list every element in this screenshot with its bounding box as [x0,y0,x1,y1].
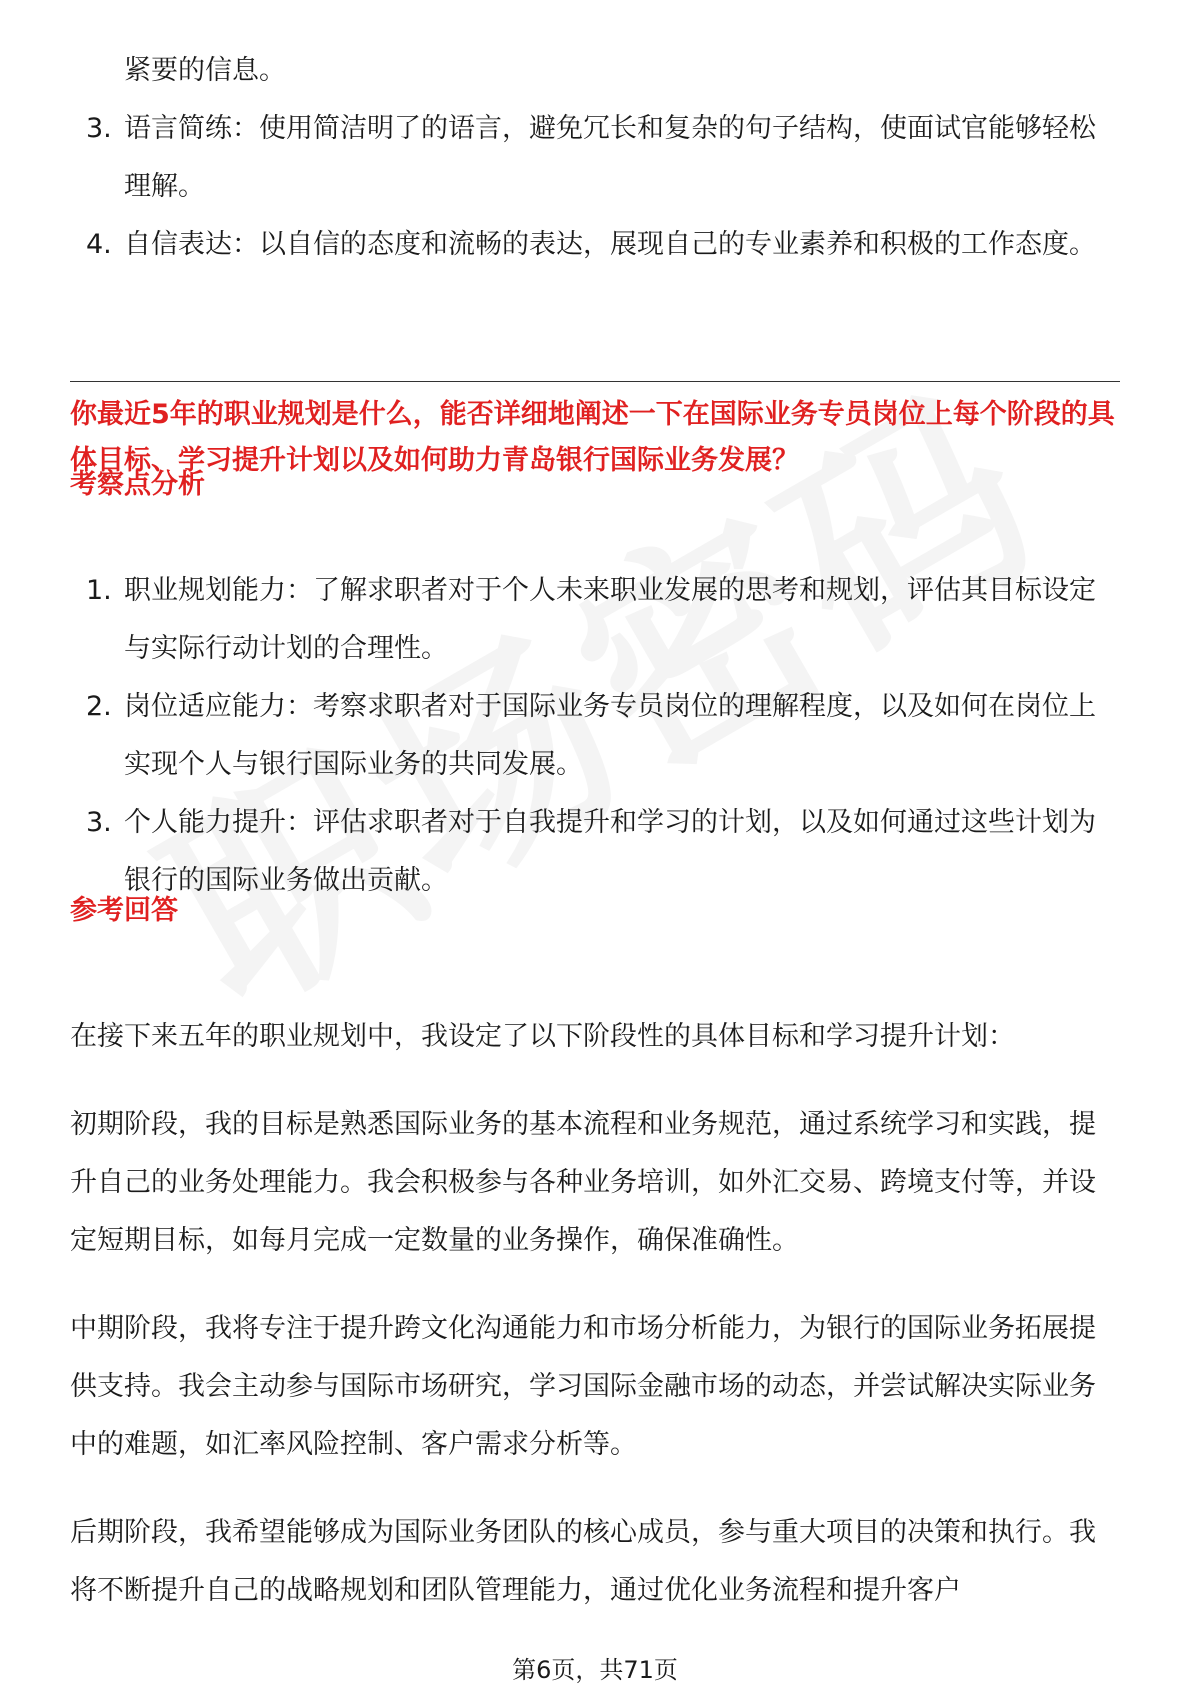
list-item [70,678,1120,794]
analysis-list [70,562,1120,910]
list-text: 职业规划能力：了解求职者对于个人未来职业发展的思考和规划，评估其目标设定与实际行动计划的合理性。 [124,575,1096,664]
answer-paragraph: 后期阶段，我希望能够成为国际业务团队的核心成员，参与重大项目的决策和执行。我将不断提升自己的战略规划和团队管理能力，通过优化业务流程和提升客户 [70,1517,1096,1606]
list-item [70,100,1120,216]
section-divider [70,381,1120,382]
answer-paragraph: 中期阶段，我将专注于提升跨文化沟通能力和市场分析能力，为银行的国际业务拓展提供支持。我会主动参与国际市场研究，学习国际金融市场的动态，并尝试解决实际业务中的难题，如汇率风险控制、客户需求分析等。 [70,1313,1096,1460]
answer-title: 参考回答 [70,895,178,926]
list-text: 岗位适应能力：考察求职者对于国际业务专员岗位的理解程度，以及如何在岗位上实现个人与银行国际业务的共同发展。 [124,691,1096,780]
list-number: 2. [86,691,112,722]
list-number: 3. [86,113,112,144]
list-number: 4. [86,229,112,260]
list-item [70,794,1120,910]
answer-paragraph: 初期阶段，我的目标是熟悉国际业务的基本流程和业务规范，通过系统学习和实践，提升自己的业务处理能力。我会积极参与各种业务培训，如外汇交易、跨境支付等，并设定短期目标，如每月完成一定数量的业务操作，确保准确性。 [70,1109,1096,1256]
page-footer: 第6页，共71页 [512,1656,678,1684]
previous-list [70,100,1120,274]
list-item [70,216,1120,274]
list-text: 语言简练：使用简洁明了的语言，避免冗长和复杂的句子结构，使面试官能够轻松理解。 [124,113,1096,202]
analysis-title: 考察点分析 [70,469,205,500]
continued-text: 紧要的信息。 [124,55,286,86]
list-number: 1. [86,575,112,606]
question-heading: 你最近5年的职业规划是什么，能否详细地阐述一下在国际业务专员岗位上每个阶段的具体目标、学习提升计划以及如何助力青岛银行国际业务发展？ [70,399,1115,476]
list-text: 自信表达：以自信的态度和流畅的表达，展现自己的专业素养和积极的工作态度。 [124,229,1096,260]
answer-body [70,1008,1120,1650]
answer-paragraph: 在接下来五年的职业规划中，我设定了以下阶段性的具体目标和学习提升计划： [70,1021,1015,1052]
list-number: 3. [86,807,112,838]
list-item [70,562,1120,678]
list-text: 个人能力提升：评估求职者对于自我提升和学习的计划，以及如何通过这些计划为银行的国际业务做出贡献。 [124,807,1096,896]
